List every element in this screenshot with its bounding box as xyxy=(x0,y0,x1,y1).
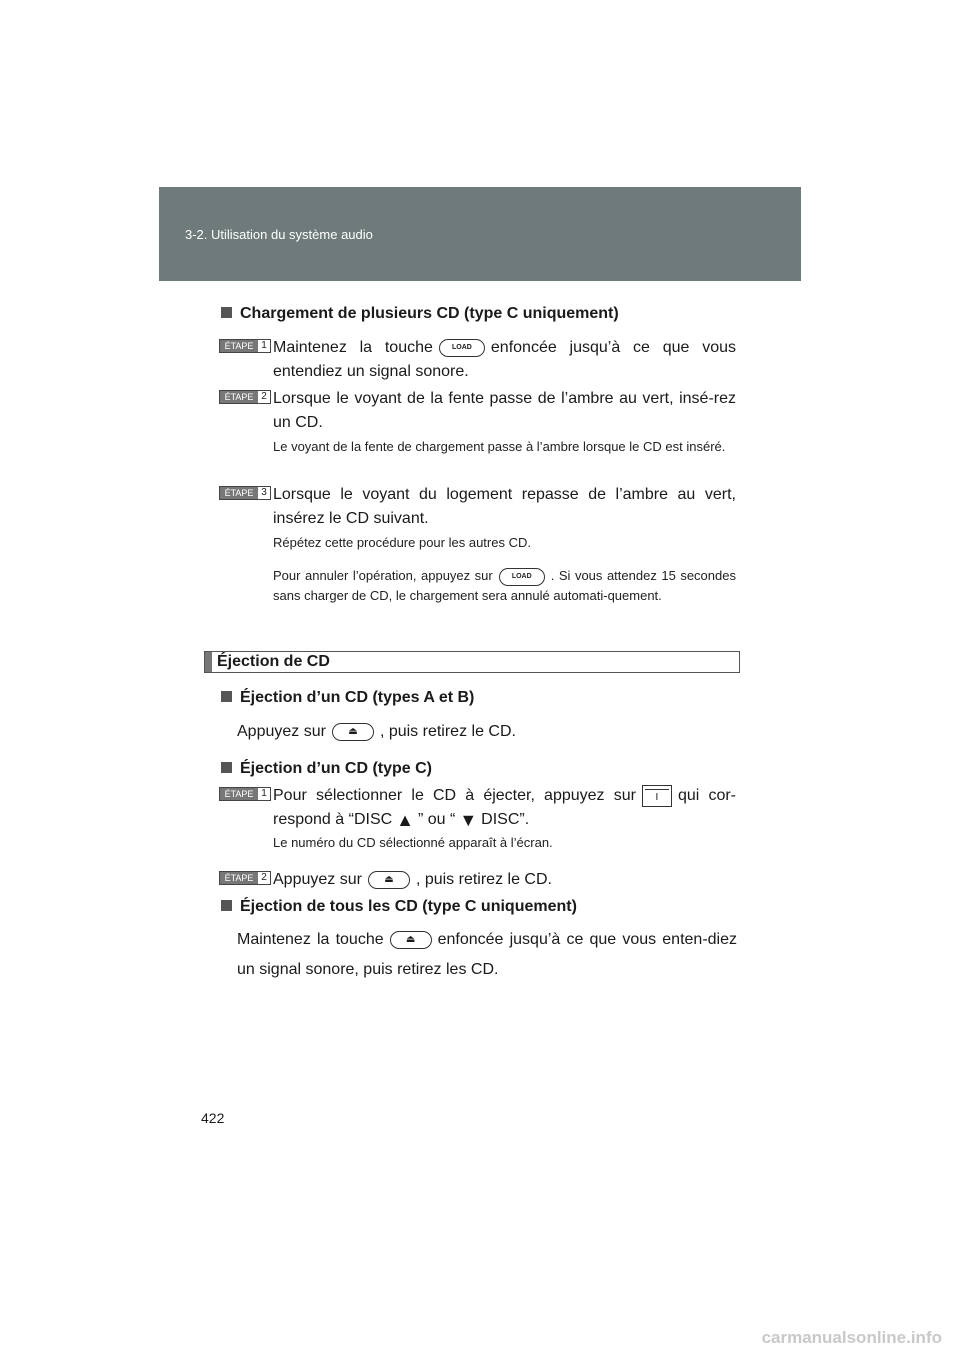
page-header xyxy=(159,187,801,281)
step-3-note-1: Répétez cette procédure pour les autres CD. xyxy=(273,535,531,550)
load-button-icon: LOAD xyxy=(499,568,545,586)
load-button-icon: LOAD xyxy=(439,339,485,357)
subheading-text: Éjection d’un CD (types A et B) xyxy=(240,689,475,706)
step-number: 2 xyxy=(261,391,267,402)
square-bullet-icon xyxy=(221,762,232,773)
step-text-end: DISC”. xyxy=(481,811,530,828)
subheading-loading-multiple xyxy=(221,305,619,323)
step-label: ÉTAPE xyxy=(220,872,258,884)
step-2-note: Le voyant de la fente de chargement passe à l’ambre lorsque le CD est inséré. xyxy=(273,439,726,454)
step-label: ÉTAPE xyxy=(220,340,258,352)
step-text-post: enfoncée jusqu’à ce que vous entendiez un signal sonore. xyxy=(273,339,737,380)
step-number: 1 xyxy=(261,788,267,799)
eject-all-text xyxy=(237,925,737,985)
eject-c-step-1-text xyxy=(273,784,736,832)
para-text-post: , puis retirez le CD. xyxy=(379,723,516,740)
breadcrumb: 3-2. Utilisation du système audio xyxy=(185,227,373,242)
subheading-text: Éjection d’un CD (type C) xyxy=(240,760,432,777)
para-text-pre: Appuyez sur xyxy=(237,723,326,740)
square-bullet-icon xyxy=(221,691,232,702)
step-2-text: Lorsque le voyant de la fente passe de l’ambre au vert, insé-rez un CD. xyxy=(273,390,736,431)
eject-c-step-1-note: Le numéro du CD sélectionné apparaît à l’écran. xyxy=(273,835,553,850)
triangle-down-icon: ▼ xyxy=(459,810,478,830)
section-title-bar xyxy=(204,651,740,673)
step-3-note-2 xyxy=(273,566,736,606)
para-text-pre: Maintenez la touche xyxy=(237,931,384,948)
step-3-text: Lorsque le voyant du logement repasse de l’ambre au vert, insérez le CD suivant. xyxy=(273,486,736,527)
para-text-post: enfoncée jusqu’à ce que vous enten-diez un signal sonore, puis retirez les CD. xyxy=(237,931,737,978)
subheading-eject-c xyxy=(221,760,432,778)
section-accent xyxy=(205,652,212,672)
step-badge-2 xyxy=(219,390,271,404)
subheading-eject-all xyxy=(221,898,577,916)
step-1-text xyxy=(273,336,736,384)
eject-button-icon: ⏏ xyxy=(332,723,374,741)
watermark: carmanualsonline.info xyxy=(761,1328,942,1347)
step-text-pre: Maintenez la touche xyxy=(273,339,433,356)
eject-ab-text xyxy=(237,717,737,747)
step-text-post: , puis retirez le CD. xyxy=(415,871,552,888)
step-badge-2 xyxy=(219,871,271,885)
step-badge-1 xyxy=(219,339,271,353)
step-number: 1 xyxy=(261,340,267,351)
eject-button-icon: ⏏ xyxy=(368,871,410,889)
page-number: 422 xyxy=(201,1110,225,1126)
step-text-post: qui cor-respond à “DISC xyxy=(273,787,736,828)
step-label: ÉTAPE xyxy=(220,391,258,403)
eject-c-step-2-text xyxy=(273,868,736,892)
step-text-pre: Pour sélectionner le CD à éjecter, appuyez sur xyxy=(273,787,636,804)
subheading-eject-ab xyxy=(221,689,474,707)
square-bullet-icon xyxy=(221,900,232,911)
square-bullet-icon xyxy=(221,307,232,318)
step-text-pre: Appuyez sur xyxy=(273,871,362,888)
step-label: ÉTAPE xyxy=(220,788,258,800)
step-number: 2 xyxy=(261,872,267,883)
step-number: 3 xyxy=(261,487,267,498)
step-label: ÉTAPE xyxy=(220,487,258,499)
note-text-post: . Si vous attendez 15 secondes sans charger de CD, le chargement sera annulé automati-quement. xyxy=(273,568,736,603)
eject-button-icon: ⏏ xyxy=(390,931,432,949)
section-title: Éjection de CD xyxy=(217,653,330,670)
subheading-text: Éjection de tous les CD (type C uniquement) xyxy=(240,898,577,915)
step-badge-1 xyxy=(219,787,271,801)
step-text-mid: ” ou “ xyxy=(418,811,456,828)
disc-select-button-icon: I xyxy=(642,785,672,807)
subheading-text: Chargement de plusieurs CD (type C uniquement) xyxy=(240,305,619,322)
note-text-pre: Pour annuler l’opération, appuyez sur xyxy=(273,568,493,583)
triangle-up-icon: ▲ xyxy=(396,810,414,830)
step-badge-3 xyxy=(219,486,271,500)
